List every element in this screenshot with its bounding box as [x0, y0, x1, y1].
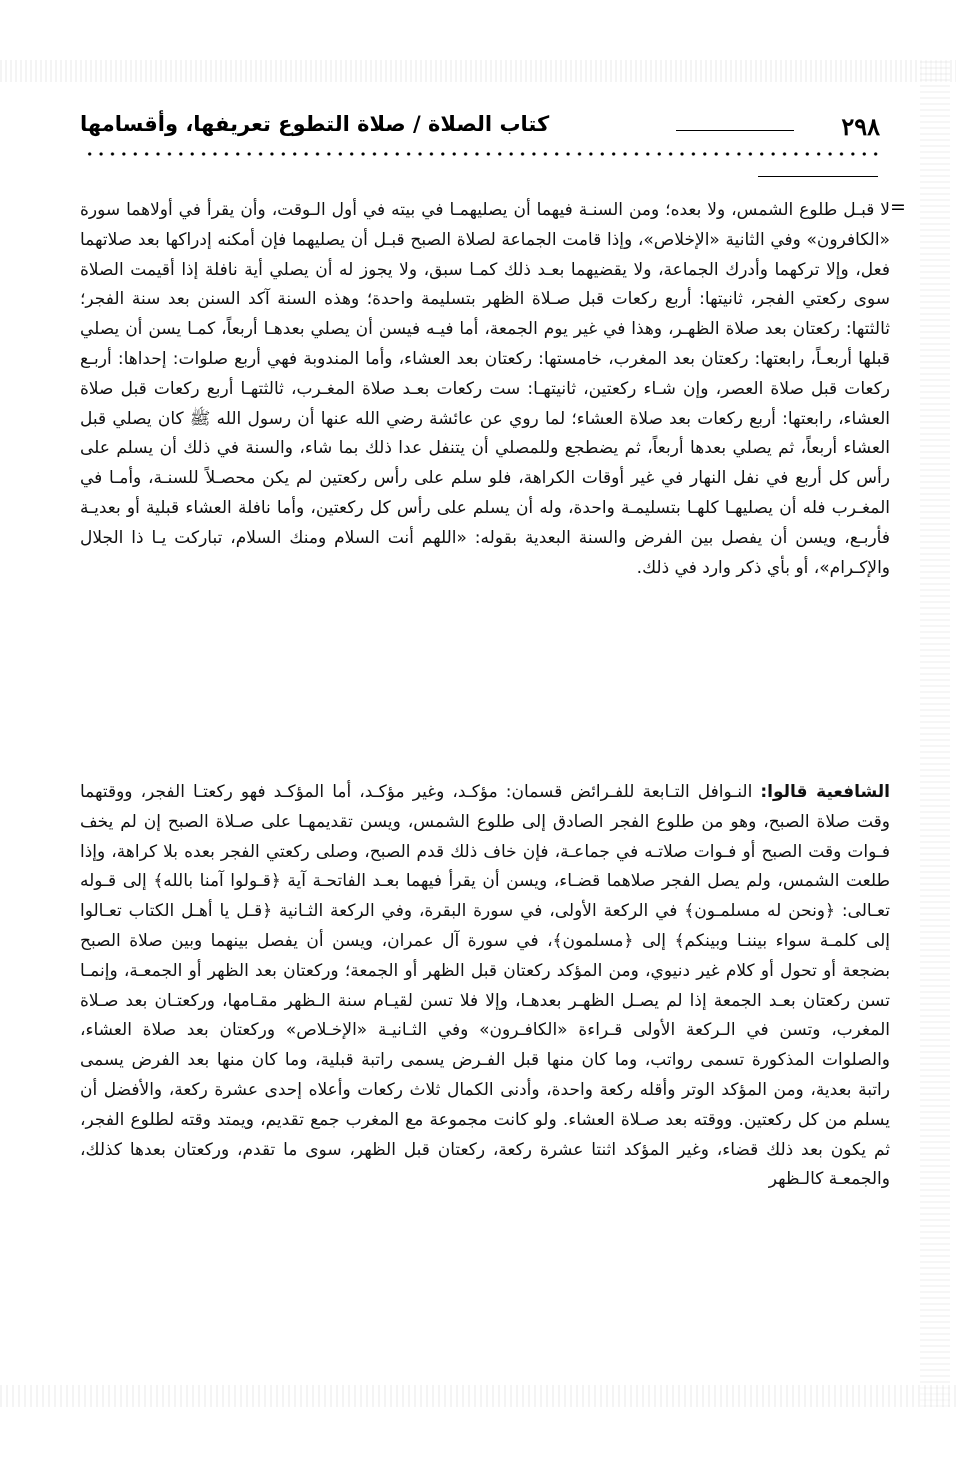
paragraph-shafii	[80, 778, 890, 1195]
header-rule	[676, 130, 794, 131]
page-number: ٢٩٨	[841, 112, 880, 141]
paragraph-hanafi-continuation: لا قبـل طلوع الشمس، ولا بعده؛ ومن السنـة فيهما أن يصليهمـا في بيته في أول الـوقت، وأن يقرأ في أولاهما سورة «الكافرون» وفي الثانية «الإخلاص»، وإذا قامت الجماعة لصلاة الصبح قبـل أن يصليهما فإن أمكنه إدراكها بعد صلاتهما فعل، وإلا تركهما وأدرك الجماعة، ولا يقضيهما بعـد ذلك كمـا سبق، ولا يجوز له أن يصلي أية نافلة إذا أقيمت الصلاة سوى ركعتي الفجر، ثانيتها: أربع ركعات قبل صـلاة الظهر بتسليمة واحدة؛ وهذه السنة آكد السنن بعد سنة الفجر؛ ثالثتها: ركعتان بعد صلاة الظهـر، وهذا في غير يوم الجمعة، أما فيـه فيسن أن يصلي بعدهـا أربعاً، كمـا يسن أن يصلي قبلها أربعـاً، رابعتها: ركعتان بعد المغرب، خامستها: ركعتان بعد العشاء، وأما المندوبة فهي أربع صلوات: إحداها: أربـع ركعات قبل صلاة العصر، وإن شـاء ركعتين، ثانيتهـا: ست ركعات بعـد صلاة المغـرب، ثالثتهـا أربع ركعات قبل صلاة العشاء، رابعتها: أربع ركعات بعد صلاة العشاء؛ لما روي عن عائشة رضي الله عنها أن رسول الله ﷺ كان يصلي قبل العشاء أربعاً، ثم يصلي بعدها أربعاً، ثم يضطجع وللمصلي أن يتنفل عدا ذلك بما شاء، والسنة في ذلك أن يسلم على رأس كل أربع في نفل النهار في غير أوقات الكراهة، فلو سلم على رأس ركعتين لم يكن محصـلاً للسنـة، وأمـا في المغـرب فله أن يصليهـا كلهـا بتسليمـة واحدة، وله أن يسلم على رأس كل ركعتين، وأما نافلة العشاء قبلية أو بعديـة فأربـع، ويسن أن يفصل بين الفرض والسنة البعدية بقوله: «اللهم أنت السلام ومنك السلام، تباركت يـا ذا الجلال والإكـرام»، أو بأي ذكر وارد في ذلك.	[80, 200, 890, 578]
continuation-marker: =	[890, 196, 906, 218]
paragraph-shafii-text: النـوافل التـابعة للفـرائض قسمان: مؤكـد، وغير مؤكـد، أما المؤكـد فهو ركعتـا الفجر، ووقتهما وقت صلاة الصبح، وهو من طلوع الفجر الصادق إلى طلوع الشمس، ويسن تقديمهـا على صـلاة الصبح إن لم يخف فـوات وقت الصبح أو فـوات صلاتـه في جماعـة، فإن خاف ذلك قدم الصبح، وصلى ركعتي الفجر بعده بلا كراهة، وإذا طلعت الشمس، ولم يصل الفجر صلاهما قضـاء، ويسن أن يقرأ فيهما بعـد الفاتحـة آية ﴿قـولوا آمنا بالله﴾ إلى قـوله تعـالى: ﴿ونحن له مسلمـون﴾ في الركعة الأولى، في سورة البقرة، وفي الركعة الثـانية ﴿قـل يا أهـل الكتاب تعـالوا إلى كلمـة سواء بيننـا وبينكم﴾ إلى ﴿مسلمون﴾، في سورة آل عمران، ويسن أن يفصل بينهما وبين صلاة الصبح بضجعة أو تحول أو كلام غير دنيوي، ومن المؤكد ركعتان قبل الظهر أو الجمعة؛ وركعتان بعد الظهر أو الجمعـة، وإنمـا تسن ركعتان بعـد الجمعة إذا لم يصـل الظهـر بعدهـا، وإلا فلا تسن لقيـام سنة الـظهر مقـامها، وركعتـان بعد صـلاة المغرب، وتسن في الـركعة الأولى قـراءة «الكافـرون» وفي الثـانيـة «الإخـلاص» وركعتان بعد صلاة العشاء، والصلوات المذكورة تسمى رواتب، وما كان منها قبل الفـرض يسمى راتبة قبلية، وما كان منها بعد الفرض يسمى راتبة بعدية، ومن المؤكد الوتر وأقله ركعة واحدة، وأدنى الكمال ثلاث ركعات وأعلاه إحدى عشرة ركعة، والأفضل أن يسلم من كل ركعتين. ووقته بعد صـلاة العشاء. ولو كانت مجموعة مع المغرب جمع تقديم، ويمتد وقته لطلوع الفجر، ثم يكون بعد ذلك قضاء، وغير المؤكد اثنتا عشرة ركعة، ركعتان قبل الظهر، سوى ما تقدم، وركعتان بعدها كذلك، والجمعـة كالـظهر	[80, 782, 890, 1190]
page-header	[80, 112, 880, 146]
school-name-shafii: الشافعية قالوا:	[760, 782, 890, 802]
scan-noise-top	[0, 60, 956, 82]
scan-noise-bottom	[0, 1385, 956, 1407]
scan-noise-right	[920, 60, 950, 1407]
running-title: كتاب الصلاة / صلاة التطوع تعريفها، وأقسامها	[80, 112, 550, 136]
footnote-rule	[758, 176, 878, 177]
header-dotted-divider	[84, 150, 880, 158]
